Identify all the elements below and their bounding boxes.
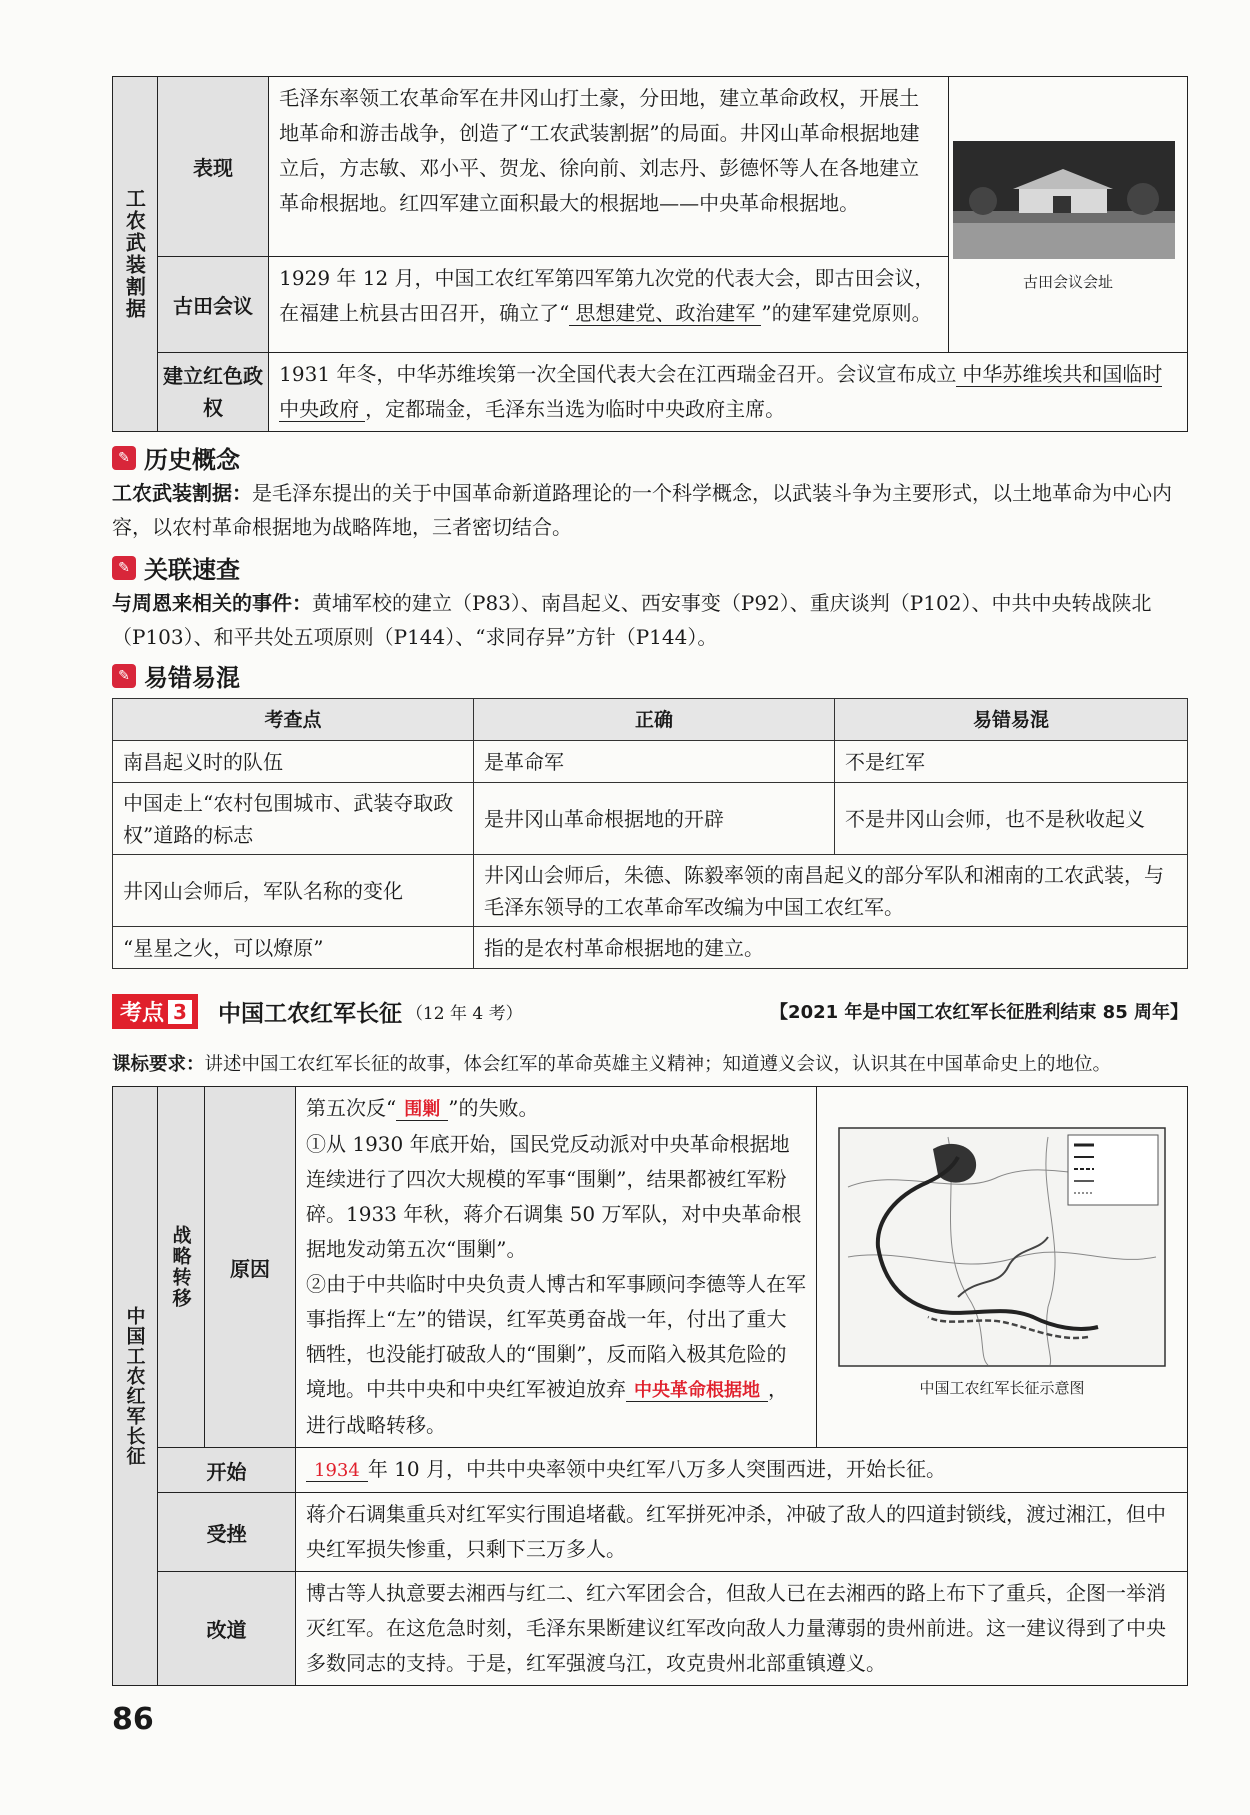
row-label-setback: 受挫 [158,1493,296,1572]
reason-text: 第五次反“ 围剿 ”的失败。 ①从 1930 年底开始，国民党反动派对中央革命根据地连续进行了四次大规模的军事“围剿”，结果都被红军粉碎。1933 年秋，蒋介石调集 50 万军队，对中央革命根据地发动第五次“围剿”。 ②由于中共临时中央负责人博古和军事顾问李德等人在军事指挥上“左”的错误，红军英勇奋战一年，付出了重大牺牲，也没能打破敌人的“围剿”，反而陷入极其危险的境地。中共中央和中央红军被迫放弃 中央革命根据地 ，进行战略转移。 [296,1087,817,1447]
strategic-transfer-label: 战略转移 [158,1087,205,1448]
reason-cell [296,1087,1188,1448]
long-march-table [112,1086,1188,1686]
table-row: 井冈山会师后，军队名称的变化 井冈山会师后，朱德、陈毅率领的南昌起义的部分军队和湘南的工农武装，与毛泽东领导的工农革命军改编为中国工农红军。 [113,855,1188,927]
concept-section-title: ✎ 历史概念 [112,440,240,475]
curriculum-requirement: 课标要求：讲述中国工农红军长征的故事，体会红军的革命英雄主义精神；知道遵义会议，认识其在中国革命史上的地位。 [112,1054,1112,1075]
photo-caption: 古田会议会址 [1023,273,1114,291]
base-area-blank-answer: 中央革命根据地 [626,1380,768,1402]
kaodian-title: 中国工农红军长征 [217,1001,402,1027]
armed-separatism-table [112,76,1188,432]
row-label-reason: 原因 [205,1087,296,1448]
link-paragraph: 与周恩来相关的事件：黄埔军校的建立（P83）、南昌起义、西安事变（P92）、重庆谈判（P102）、中共中央转战陕北（P103）、和平共处五项原则（P144）、“求同存异”方针（P144）。 [112,591,1152,649]
kaodian-header [112,994,523,1029]
mistakes-header-wrong: 易错易混 [835,699,1188,741]
page-number: 86 [112,1702,154,1737]
mistakes-header-correct: 正确 [474,699,835,741]
pen-icon: ✎ [112,556,136,580]
gutian-meeting-site-photo [953,141,1175,259]
table-row: 南昌起义时的队伍 是革命军 不是红军 [113,741,1188,783]
row-label-gutian: 古田会议 [157,257,268,353]
row-text-gutian: 1929 年 12 月，中国工农红军第四军第九次党的代表大会，即古田会议，在福建上杭县古田召开，确立了“ 思想建党、政治建军 ”的建军建党原则。 [269,257,949,353]
gutian-blank-answer: 思想建党、政治建军 [569,301,761,326]
gutian-photo-cell [949,77,1188,353]
mistakes-table [112,698,1188,969]
pen-icon: ✎ [112,446,136,470]
encirclement-blank-answer: 围剿 [396,1099,448,1121]
table1-side-label: 工农武装割据 [113,77,158,432]
map-cell [817,1087,1187,1447]
kaodian-count: （12 年 4 考） [405,1004,523,1024]
concept-paragraph: 工农武装割据：是毛泽东提出的关于中国革命新道路理论的一个科学概念，以武装斗争为主要形式，以土地革命为中心内容，以农村革命根据地为战略阵地，三者密切结合。 [112,481,1172,539]
kaodian-badge: 考点 3 [112,994,198,1029]
row-text-setback: 蒋介石调集重兵对红军实行围追堵截。红军拼死冲杀，冲破了敌人的四道封锁线，渡过湘江，但中央红军损失惨重，只剩下三万多人。 [296,1493,1188,1572]
row-label-change-route: 改道 [158,1572,296,1686]
link-section-title: ✎ 关联速查 [112,550,240,585]
pen-icon: ✎ [112,664,136,688]
row-text-red-regime: 1931 年冬，中华苏维埃第一次全国代表大会在江西瑞金召开。会议宣布成立 中华苏维埃共和国临时中央政府 ，定都瑞金，毛泽东当选为临时中央政府主席。 [269,353,1188,432]
kaodian-note: 【2021 年是中国工农红军长征胜利结束 85 周年】 [770,1002,1188,1023]
table-row: 中国走上“农村包围城市、武装夺取政权”道路的标志 是井冈山革命根据地的开辟 不是井冈山会师，也不是秋收起义 [113,783,1188,855]
row-label-red-regime: 建立红色政权 [157,353,268,432]
row-label-start: 开始 [158,1448,296,1493]
red-regime-blank-answer: 中华苏维埃共和国临时中央政府 [279,362,1163,421]
row-text-performance: 毛泽东率领工农革命军在井冈山打土豪，分田地，建立革命政权，开展土地革命和游击战争，创造了“工农武装割据”的局面。井冈山革命根据地建立后，方志敏、邓小平、贺龙、徐向前、刘志丹、彭德怀等人在各地建立革命根据地。红四军建立面积最大的根据地——中央革命根据地。 [269,77,949,257]
row-label-performance: 表现 [157,77,268,257]
row-text-change-route: 博古等人执意要去湘西与红二、红六军团会合，但敌人已在去湘西的路上布下了重兵，企图一举消灭红军。在这危急时刻，毛泽东果断建议红军改向敌人力量薄弱的贵州前进。这一建议得到了中央多数同志的支持。于是，红军强渡乌江，攻克贵州北部重镇遵义。 [296,1572,1188,1686]
map-caption: 中国工农红军长征示意图 [919,1379,1085,1397]
mistakes-header-point: 考查点 [113,699,474,741]
mistakes-section-title: ✎ 易错易混 [112,658,240,693]
table2-side-label: 中国工农红军长征 [113,1087,158,1686]
table-row: “星星之火，可以燎原” 指的是农村革命根据地的建立。 [113,927,1188,969]
row-text-start: 1934 年 10 月，中共中央率领中央红军八万多人突围西进，开始长征。 [296,1448,1188,1493]
start-year-blank-answer: 1934 [306,1460,368,1482]
long-march-map [838,1127,1166,1367]
